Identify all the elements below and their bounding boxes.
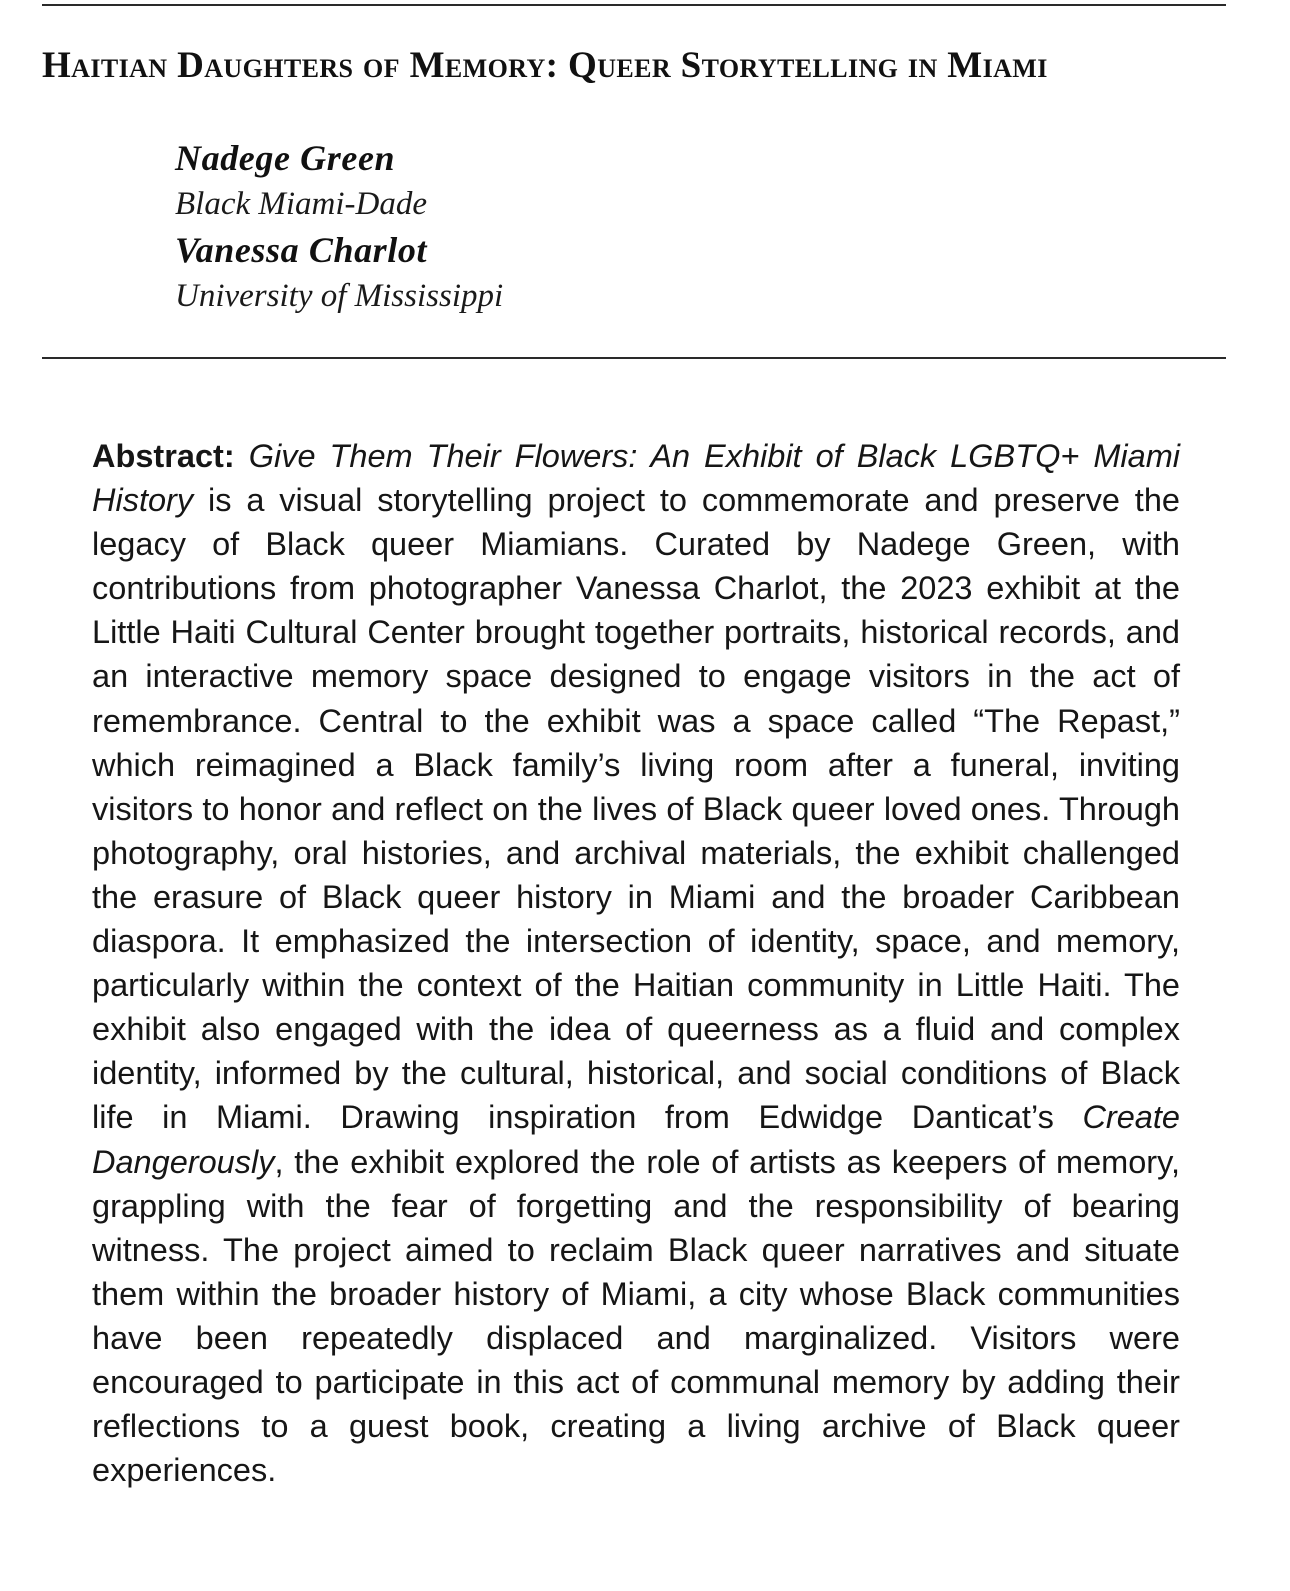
- abstract-text-part1: is a visual storytelling project to commemorate and preserve the legacy of Black queer Miamians. Curated by Nadege Green, with contributions from photographer Vanessa Charlot, the 2023 exhibit at the Little Haiti Cultural Center brought together portraits, historical records, and an interactive memory space designed to engage visitors in the act of remembrance. Central to the exhibit was a space called “The Repast,” which reimagined a Black family’s living room after a funeral, inviting visitors to honor and reflect on the lives of Black queer loved ones. Through photography, oral histories, and archival materials, the exhibit challenged the erasure of Black queer history in Miami and the broader Caribbean diaspora. It emphasized the intersection of identity, space, and memory, particularly within the context of the Haitian community in Little Haiti. The exhibit also engaged with the idea of queerness as a fluid and complex identity, informed by the cultural, historical, and social conditions of Black life in Miami. Drawing inspiration from Edwidge Danticat’s: [92, 482, 1180, 1136]
- author-name-1: Nadege Green: [175, 138, 396, 178]
- abstract-label: Abstract:: [92, 438, 235, 474]
- top-rule: [42, 4, 1226, 6]
- abstract-paragraph: [92, 434, 1180, 1492]
- header-rule: [42, 357, 1226, 359]
- author-affiliation-1: Black Miami-Dade: [175, 186, 427, 222]
- author-affiliation-2: University of Mississippi: [175, 278, 504, 314]
- paper-title: Haitian Daughters of Memory: Queer Storytelling in Miami: [42, 45, 1048, 86]
- author-name-2: Vanessa Charlot: [175, 230, 428, 270]
- exhibit-title: Give Them Their Flowers: An Exhibit of Black LGBTQ+ Miami History: [92, 438, 1181, 519]
- author-block: [175, 134, 975, 318]
- book-title: Create Dangerously: [92, 1099, 1180, 1180]
- abstract-text-part2: , the exhibit explored the role of artists as keepers of memory, grappling with the fear of forgetting and the responsibility of bearing witness. The project aimed to reclaim Black queer narratives and situate them within the broader history of Miami, a city whose Black communities have been repeatedly displaced and marginalized. Visitors were encouraged to participate in this act of communal memory by adding their reflections to a guest book, creating a living archive of Black queer experiences.: [92, 1143, 1180, 1489]
